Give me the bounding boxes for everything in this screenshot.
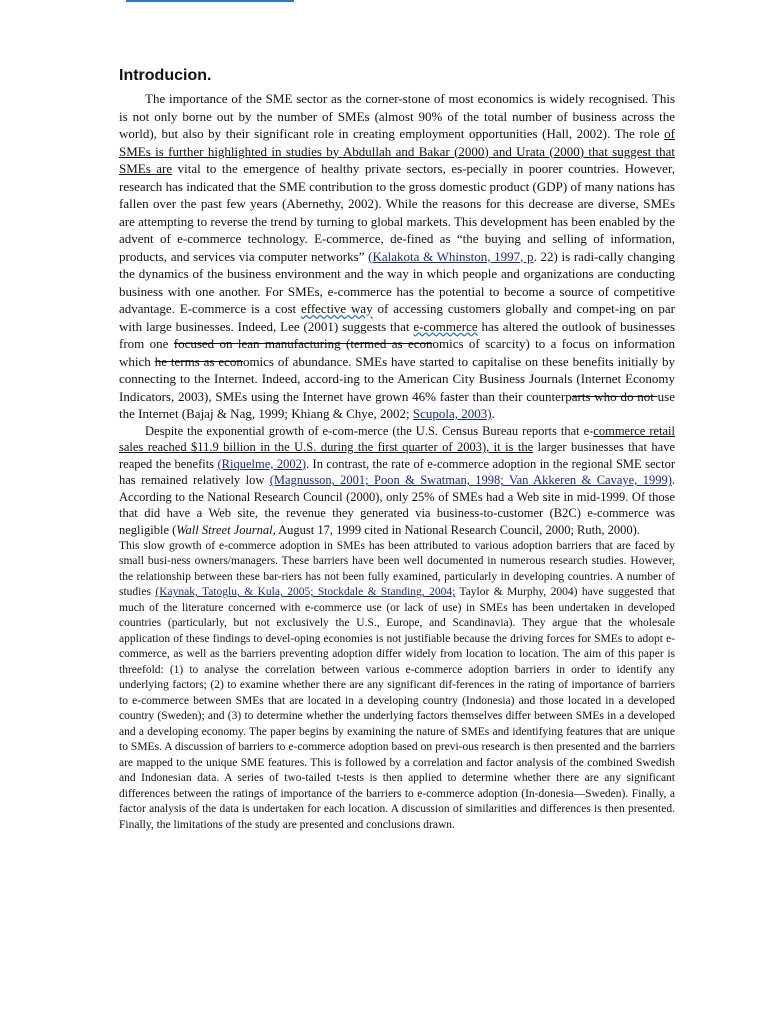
p1-underlined-text: of SMEs is further highlighted in studies by Abdullah and Bakar (2000) and Urata (2000) that suggest that SMEs are: [119, 126, 675, 176]
p1-struck-text: he terms as econ: [154, 353, 243, 369]
p1-text-h: has altered the outlook of businesses from one: [119, 318, 676, 351]
citation-link[interactable]: (Magnusson, 2001; Poon & Swatman, 1998; Van Akkeren & Cavaye, 1999): [269, 473, 672, 488]
citation-link[interactable]: (Kalakota & Whinston, 1997, p: [368, 248, 534, 264]
citation-link[interactable]: (Kaynak, Tatoglu, & Kula, 2005; Stockdale & Standing, 2004;: [155, 586, 456, 599]
p2-underlined-text: commerce retail sales reached $11.9 billion in the U.S. during the first quarter of 2003), it is the: [119, 423, 676, 455]
p1-struck-text: focused on lean manufacturing (termed as econ: [173, 336, 433, 351]
p1-text-d: . 22) is radi-cally changing the dynamics of the business environment and the way in which people and organizations are conducting business with one another. For SMEs, e-commerce has the potential to become a source of competitive advantage. E-commerce is a cost: [119, 248, 675, 316]
section-heading: Introducion.: [119, 67, 212, 84]
p1-text-o: .: [491, 406, 495, 421]
p1-text-l: omics of abundance. SMEs have started to capitalise on these benefits initially by connecting to the Internet. Indeed, accord-ing to the American City Business Journals (Internet Economy Indicators, 2003), SMEs using the Internet have grown 46% faster than their counterp: [119, 353, 675, 404]
p2-text-a: Despite the exponential growth of e-com-merce (the U.S. Census Bureau reports that e-: [145, 423, 594, 438]
citation-link[interactable]: Scupola, 2003): [412, 406, 492, 421]
paragraph-2: [119, 423, 675, 539]
p1-text-n: use the Internet (Bajaj & Nag, 1999; Khiang & Chye, 2002;: [119, 388, 675, 421]
p1-text-a: The importance of the SME sector as the corner-stone of most economics is widely recognised. This is not only borne out by the number of SMEs (almost 90% of the total number of business across the world), but also by their significant role in creating employment opportunities (Hall, 2002). The role: [119, 91, 675, 141]
p2-text-f: August 17, 1999 cited in National Research Council, 2000; Ruth, 2000).: [275, 523, 640, 538]
p1-text-f: of accessing customers globally and compet-ing on par with large businesses. Indeed, Lee (2001) suggests that: [119, 301, 676, 334]
paragraph-1: [119, 90, 675, 423]
citation-link[interactable]: (Riquelme, 2002): [217, 456, 306, 471]
p1-struck-text: arts who do not: [571, 388, 658, 404]
document-page: [119, 66, 675, 833]
p2-text-d: . In contrast, the rate of e-commerce adoption in the regional SME sector has remained relatively low: [119, 456, 675, 488]
p3-text-a: This slow growth of e-commerce adoption in SMEs has been attributed to various adoption barriers that are faced by small busi-ness owners/managers. These barriers have been well documented in numerous research studies. However, the relationship between these bar-riers has not been fully examined, particularly in developing countries. A number of studies: [119, 539, 675, 599]
top-rule-line: [126, 0, 294, 2]
p1-text-j: omics of scarcity) to a focus on information which: [119, 336, 675, 369]
paragraph-3: [119, 539, 675, 834]
p3-text-b: Taylor & Murphy, 2004) have suggested that much of the literature concerned with e-commerce use (or lack of use) in SMEs has been undertaken in developed countries (particularly, but not exclusively the U.S., Europe, and Scandinavia). They argue that the wholesale application of these findings to devel-oping economies is not justifiable because the driving forces for SMEs to adopt e-commerce, as well as the barriers preventing adoption differ widely from location to location. The aim of this paper is threefold: (1) to analyse the correlation between various e-commerce adoption barriers in order to identify any underlying factors; (2) to examine whether there are any significant dif-ferences in the rating of importance of barriers to e-commerce between SMEs that are located in a developing country (Indonesia) and those located in a developed country (Sweden); and (3) to determine whether the underlying factors themselves differ between SMEs in a developed and a developing economy. The paper begins by examining the nature of SMEs and identifying features that are unique to SMEs. A discussion of barriers to e-commerce adoption based on previ-ous research is then presented and the barriers are mapped to the unique SME features. This is followed by a correlation and factor analysis of the combined Swedish and Indonesian data. A series of two-tailed t-tests is then applied to determine whether there are any significant differences between the ratings of importance of the barriers to e-commerce adoption (In-donesia—Sweden). Finally, a factor analysis of the data is undertaken for each location. A discussion of similarities and differences is then presented. Finally, the limitations of the study are presented and conclusions drawn.: [119, 586, 675, 831]
p2-text-e: . According to the National Research Council (2000), only 25% of SMEs had a Web site in mid-1999. Of those that did have a Web site, the revenue they generated via business-to-customer (B2C) e-commerce was negligible (: [119, 473, 675, 538]
p2-italic-text: Wall Street Journal,: [176, 523, 276, 538]
p1-text-c: vital to the emergence of healthy private sectors, es-pecially in poorer countries. However, research has indicated that the SME contribution to the gross domestic product (GDP) of many nations has fallen over the past few years (Abernethy, 2002). While the reasons for this decrease are diverse, SMEs are attempting to reverse the trend by turning to global markets. This development has been enabled by the advent of e-commerce technology. E-commerce, de-fined as “the buying and selling of information, products, and services via computer networks”: [119, 161, 675, 264]
p2-text-c: larger businesses that have reaped the benefits: [119, 440, 675, 471]
p1-marked-text: effective way: [300, 301, 373, 316]
p1-marked-text: e-commerce: [413, 318, 478, 334]
